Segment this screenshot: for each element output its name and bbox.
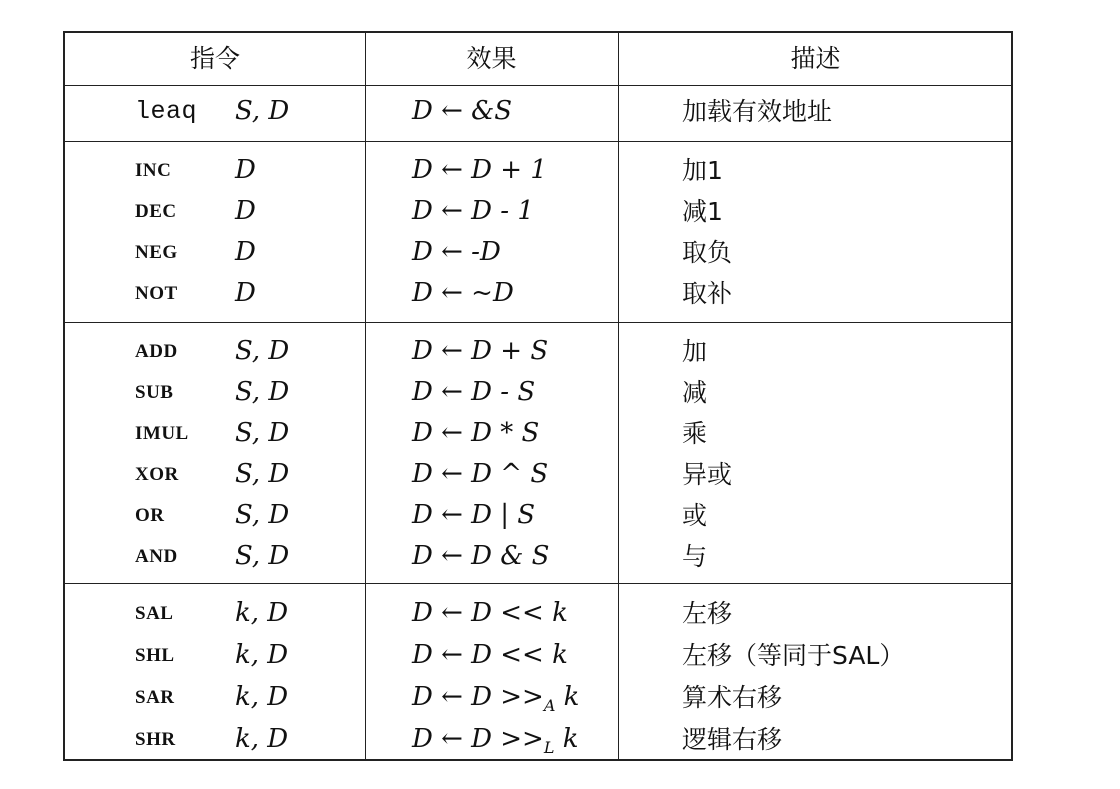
instruction-effect: D ← D | S <box>412 500 536 530</box>
instruction-effect: D ← D - 1 <box>412 196 534 226</box>
instruction-mnemonic: XOR <box>135 464 179 485</box>
group-divider <box>65 141 1011 142</box>
instruction-effect: D ← D << k <box>412 598 568 628</box>
instruction-effect: D ← D - S <box>412 377 536 407</box>
instruction-operands: D <box>235 237 256 267</box>
instruction-description: 加载有效地址 <box>682 97 833 126</box>
table-row <box>65 372 1011 413</box>
instruction-effect: D ← D << k <box>412 640 568 670</box>
table-row <box>65 191 1011 232</box>
instruction-mnemonic: INC <box>135 160 172 181</box>
header-description: 描述 <box>790 44 841 73</box>
instruction-operands: D <box>235 196 256 226</box>
table-row <box>65 91 1011 132</box>
table-row <box>65 593 1011 634</box>
table-row <box>65 150 1011 191</box>
instruction-description: 加 <box>682 337 708 366</box>
instruction-effect: D ← &S <box>412 96 513 126</box>
instruction-effect: D ← D + 1 <box>412 155 547 185</box>
group-divider <box>65 583 1011 584</box>
instruction-operands: k, D <box>235 682 289 712</box>
instruction-table <box>63 31 1013 761</box>
instruction-description: 取补 <box>682 279 733 308</box>
instruction-effect: D ← D + S <box>412 336 549 366</box>
instruction-description: 左移（等同于SAL） <box>682 641 905 670</box>
instruction-mnemonic: SAL <box>135 603 174 624</box>
instruction-description: 减1 <box>682 197 723 226</box>
table-row <box>65 677 1011 718</box>
instruction-description: 左移 <box>682 599 733 628</box>
instruction-mnemonic: AND <box>135 546 178 567</box>
instruction-mnemonic: ADD <box>135 341 178 362</box>
instruction-mnemonic: SHR <box>135 729 176 750</box>
instruction-mnemonic: IMUL <box>135 423 189 444</box>
instruction-description: 或 <box>682 501 708 530</box>
instruction-effect: D ← D & S <box>412 541 550 571</box>
table-row <box>65 331 1011 372</box>
table-row <box>65 719 1011 760</box>
group-divider <box>65 322 1011 323</box>
table-row <box>65 635 1011 676</box>
arithmetic-subscript: A <box>543 696 556 715</box>
instruction-effect: D ← -D <box>412 237 501 267</box>
instruction-description: 减 <box>682 378 708 407</box>
instruction-mnemonic: SHL <box>135 645 175 666</box>
header-instruction: 指令 <box>189 44 240 73</box>
instruction-description: 乘 <box>682 419 708 448</box>
instruction-description: 算术右移 <box>682 683 783 712</box>
instruction-description: 逻辑右移 <box>682 725 783 754</box>
instruction-operands: D <box>235 155 256 185</box>
header-effect: 效果 <box>466 44 517 73</box>
instruction-operands: S, D <box>235 541 290 571</box>
instruction-operands: S, D <box>235 336 290 366</box>
instruction-description: 与 <box>682 542 708 571</box>
instruction-operands: S, D <box>235 96 290 126</box>
table-row <box>65 454 1011 495</box>
instruction-effect: D ← ~D <box>412 278 514 308</box>
instruction-operands: k, D <box>235 640 289 670</box>
instruction-effect: D ← $D >>_A$ k <box>412 682 580 715</box>
table-row <box>65 232 1011 273</box>
instruction-operands: S, D <box>235 418 290 448</box>
instruction-mnemonic: SUB <box>135 382 174 403</box>
table-row <box>65 413 1011 454</box>
instruction-mnemonic: DEC <box>135 201 177 222</box>
instruction-operands: S, D <box>235 377 290 407</box>
header-divider <box>65 85 1011 86</box>
table-row <box>65 273 1011 314</box>
instruction-operands: k, D <box>235 598 289 628</box>
table-row <box>65 536 1011 577</box>
instruction-operands: k, D <box>235 724 289 754</box>
instruction-mnemonic: NOT <box>135 283 178 304</box>
instruction-mnemonic: leaq <box>135 97 198 126</box>
instruction-description: 异或 <box>682 460 733 489</box>
instruction-description: 加1 <box>682 156 723 185</box>
instruction-mnemonic: SAR <box>135 687 175 708</box>
instruction-effect: D ← $D >>_L$ k <box>412 724 579 757</box>
instruction-effect: D ← D * S <box>412 418 540 448</box>
instruction-effect: D ← D ^ S <box>412 459 549 489</box>
instruction-operands: S, D <box>235 459 290 489</box>
instruction-mnemonic: OR <box>135 505 165 526</box>
instruction-operands: D <box>235 278 256 308</box>
instruction-mnemonic: NEG <box>135 242 178 263</box>
table-row <box>65 495 1011 536</box>
instruction-description: 取负 <box>682 238 733 267</box>
instruction-operands: S, D <box>235 500 290 530</box>
logical-subscript: L <box>543 738 555 757</box>
